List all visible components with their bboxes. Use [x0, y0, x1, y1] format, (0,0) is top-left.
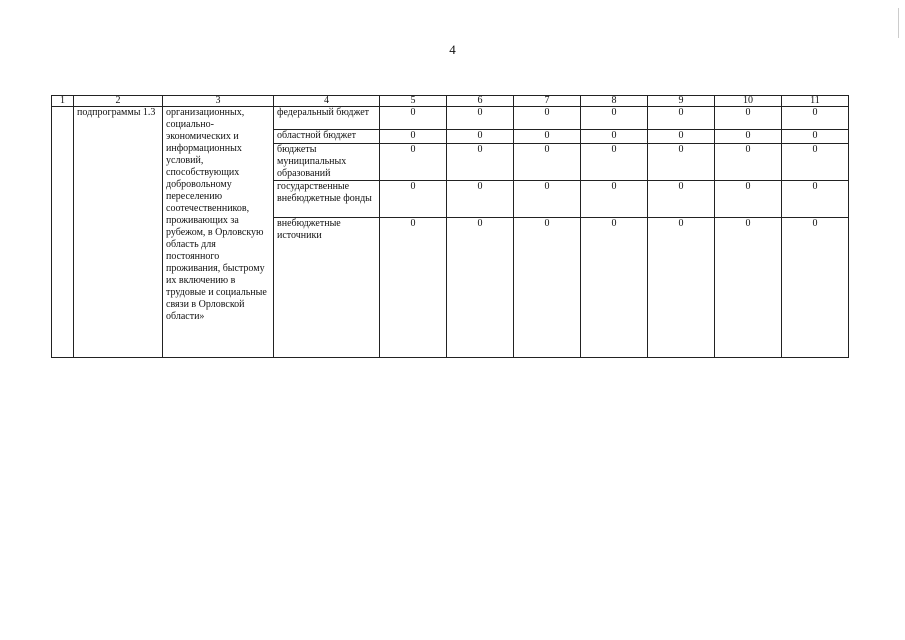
value-cell: 0 — [581, 107, 648, 130]
value-cell: 0 — [782, 107, 849, 130]
value-cell: 0 — [447, 130, 514, 144]
value-cell: 0 — [380, 218, 447, 358]
value-cell: 0 — [380, 181, 447, 218]
value-cell: 0 — [648, 107, 715, 130]
funding-source-cell: государственные внебюджетные фонды — [274, 181, 380, 218]
value-cell: 0 — [648, 218, 715, 358]
header-cell-11: 11 — [782, 96, 849, 107]
value-cell: 0 — [782, 130, 849, 144]
value-cell: 0 — [715, 130, 782, 144]
value-cell: 0 — [380, 144, 447, 181]
value-cell: 0 — [715, 218, 782, 358]
funding-source-cell: бюджеты муниципальных образований — [274, 144, 380, 181]
funding-source-cell: областной бюджет — [274, 130, 380, 144]
header-cell-8: 8 — [581, 96, 648, 107]
value-cell: 0 — [782, 144, 849, 181]
col1-cell — [52, 107, 74, 358]
page-number: 4 — [449, 42, 456, 57]
value-cell: 0 — [514, 218, 581, 358]
value-cell: 0 — [380, 107, 447, 130]
header-cell-6: 6 — [447, 96, 514, 107]
value-cell: 0 — [782, 218, 849, 358]
value-cell: 0 — [715, 181, 782, 218]
funding-source-cell: федеральный бюджет — [274, 107, 380, 130]
header-row — [52, 96, 849, 107]
header-cell-5: 5 — [380, 96, 447, 107]
value-cell: 0 — [514, 144, 581, 181]
value-cell: 0 — [581, 144, 648, 181]
value-cell: 0 — [581, 181, 648, 218]
page-edge-mark — [898, 8, 899, 38]
header-cell-3: 3 — [163, 96, 274, 107]
value-cell: 0 — [380, 130, 447, 144]
subprogram-cell: подпрограммы 1.3 — [74, 107, 163, 358]
header-cell-1: 1 — [52, 96, 74, 107]
header-cell-7: 7 — [514, 96, 581, 107]
value-cell: 0 — [447, 218, 514, 358]
value-cell: 0 — [514, 130, 581, 144]
funding-source-cell: внебюджетные источники — [274, 218, 380, 358]
header-cell-10: 10 — [715, 96, 782, 107]
value-cell: 0 — [447, 181, 514, 218]
value-cell: 0 — [581, 218, 648, 358]
value-cell: 0 — [648, 130, 715, 144]
header-cell-4: 4 — [274, 96, 380, 107]
value-cell: 0 — [782, 181, 849, 218]
value-cell: 0 — [581, 130, 648, 144]
header-cell-9: 9 — [648, 96, 715, 107]
value-cell: 0 — [648, 144, 715, 181]
value-cell: 0 — [648, 181, 715, 218]
value-cell: 0 — [715, 144, 782, 181]
value-cell: 0 — [514, 181, 581, 218]
value-cell: 0 — [447, 107, 514, 130]
value-cell: 0 — [447, 144, 514, 181]
value-cell: 0 — [715, 107, 782, 130]
table-row — [52, 107, 849, 130]
header-cell-2: 2 — [74, 96, 163, 107]
budget-table — [51, 95, 849, 358]
description-cell: организационных, социально-экономических и информационных условий, способствующих добровольному переселению соотечественников, проживающих за рубежом, в Орловскую область для постоянного проживания, быстрому их включению в трудовые и социальные связи в Орловской области» — [163, 107, 274, 358]
value-cell: 0 — [514, 107, 581, 130]
